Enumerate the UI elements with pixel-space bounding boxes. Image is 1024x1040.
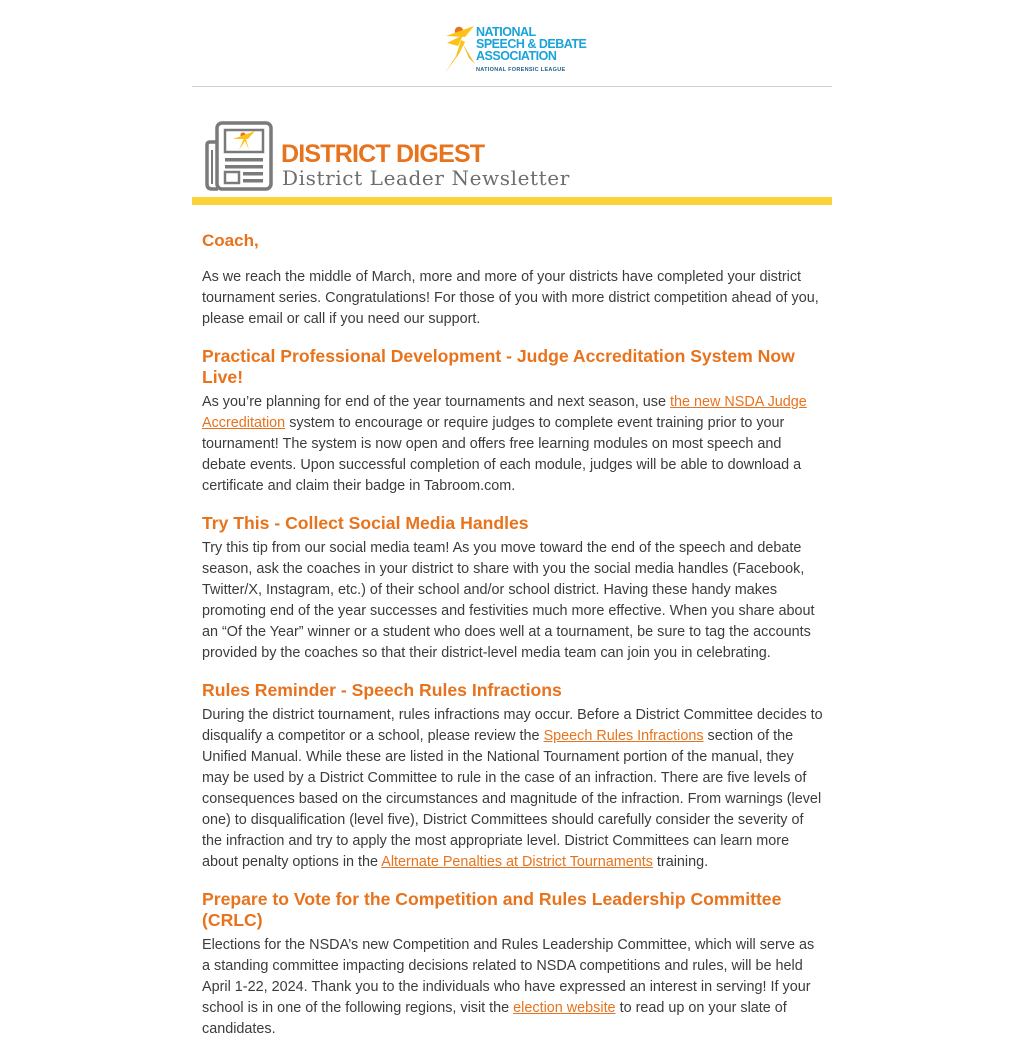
nsda-figure-icon — [443, 22, 477, 74]
speech-rules-infractions-link[interactable]: Speech Rules Infractions — [543, 728, 704, 744]
section-rules-reminder-text: During the district tournament, rules infractions may occur. Before a District Committee decides to disqualify a competitor or a school, please review the Speech Rules Infractions section of the Unified Manual. While these are listed in the National Tournament portion of the manual, they may be used by a District Committee to rule in the case of an infraction. There are five levels of consequences based on the circumstances and magnitude of the infraction. From warnings (level one) to disqualification (level five), District Committees should carefully consider the severity of the infraction and try to apply the most appropriate level. District Committees can learn more about penalty options in the Alternate Penalties at District Tournaments training. — [202, 707, 823, 870]
greeting: Coach, — [202, 231, 259, 250]
logo-line-3: ASSOCIATION — [476, 49, 557, 63]
banner-title: DISTRICT DIGEST — [281, 140, 485, 168]
newsletter-banner — [192, 116, 832, 198]
header-divider — [192, 86, 832, 87]
logo-line-2: SPEECH & DEBATE — [476, 37, 587, 51]
section-title-rules-reminder: Rules Reminder - Speech Rules Infractions — [202, 680, 562, 700]
logo-tagline: NATIONAL FORENSIC LEAGUE — [476, 67, 566, 73]
section-title-judge-accreditation: Practical Professional Development - Judge Accreditation System Now Live! — [202, 346, 795, 387]
section-title-social-media: Try This - Collect Social Media Handles — [202, 513, 529, 533]
section-title-crlc: Prepare to Vote for the Competition and Rules Leadership Committee (CRLC) — [202, 889, 782, 930]
judge-accreditation-link[interactable]: the new NSDA Judge Accreditation — [202, 394, 807, 431]
section-social-media-text: Try this tip from our social media team! As you move toward the end of the speech and debate season, ask the coaches in your district to share with you the social media handles (Facebook, Twitter/X, Instagram, etc.) of their school and/or school district. Having these handy makes promoting end of the year successes and festivities much more effective. When you share about an “Of the Year” winner or a student who does well at a tournament, be sure to tag the accounts provided by the coaches so that their district-level media team can join you in celebrating. — [202, 540, 815, 661]
banner-subtitle: District Leader Newsletter — [282, 166, 570, 190]
banner-accent-bar — [192, 197, 832, 205]
section-crlc-text: Elections for the NSDA’s new Competition and Rules Leadership Committee, which will serve as a standing committee impacting decisions related to NSDA competitions and rules, will be held April 1-22, 2024. Thank you to the individuals who have expressed an interest in serving! If your school is in one of the following regions, visit the election website to read up on your slate of candidates. — [202, 937, 815, 1037]
intro-paragraph: As we reach the middle of March, more and more of your districts have completed your district tournament series. Congratulations! For those of you with more district competition ahead of you, please email or call if you need our support. — [202, 269, 819, 327]
newsletter-body — [202, 229, 824, 1040]
newspaper-icon — [204, 120, 274, 194]
election-website-link[interactable]: election website — [513, 1000, 616, 1016]
section-judge-accreditation-text: As you’re planning for end of the year tournaments and next season, use the new NSDA Judge Accreditation system to encourage or require judges to complete event training prior to your tournament! The system is now open and offers free learning modules on most speech and debate events. Upon successful completion of each module, judges will be able to download a certificate and claim their badge in Tabroom.com. — [202, 394, 807, 494]
alternate-penalties-link[interactable]: Alternate Penalties at District Tournaments — [381, 854, 653, 870]
nsda-logo[interactable] — [443, 20, 587, 76]
logo-line-1: NATIONAL — [476, 25, 536, 39]
